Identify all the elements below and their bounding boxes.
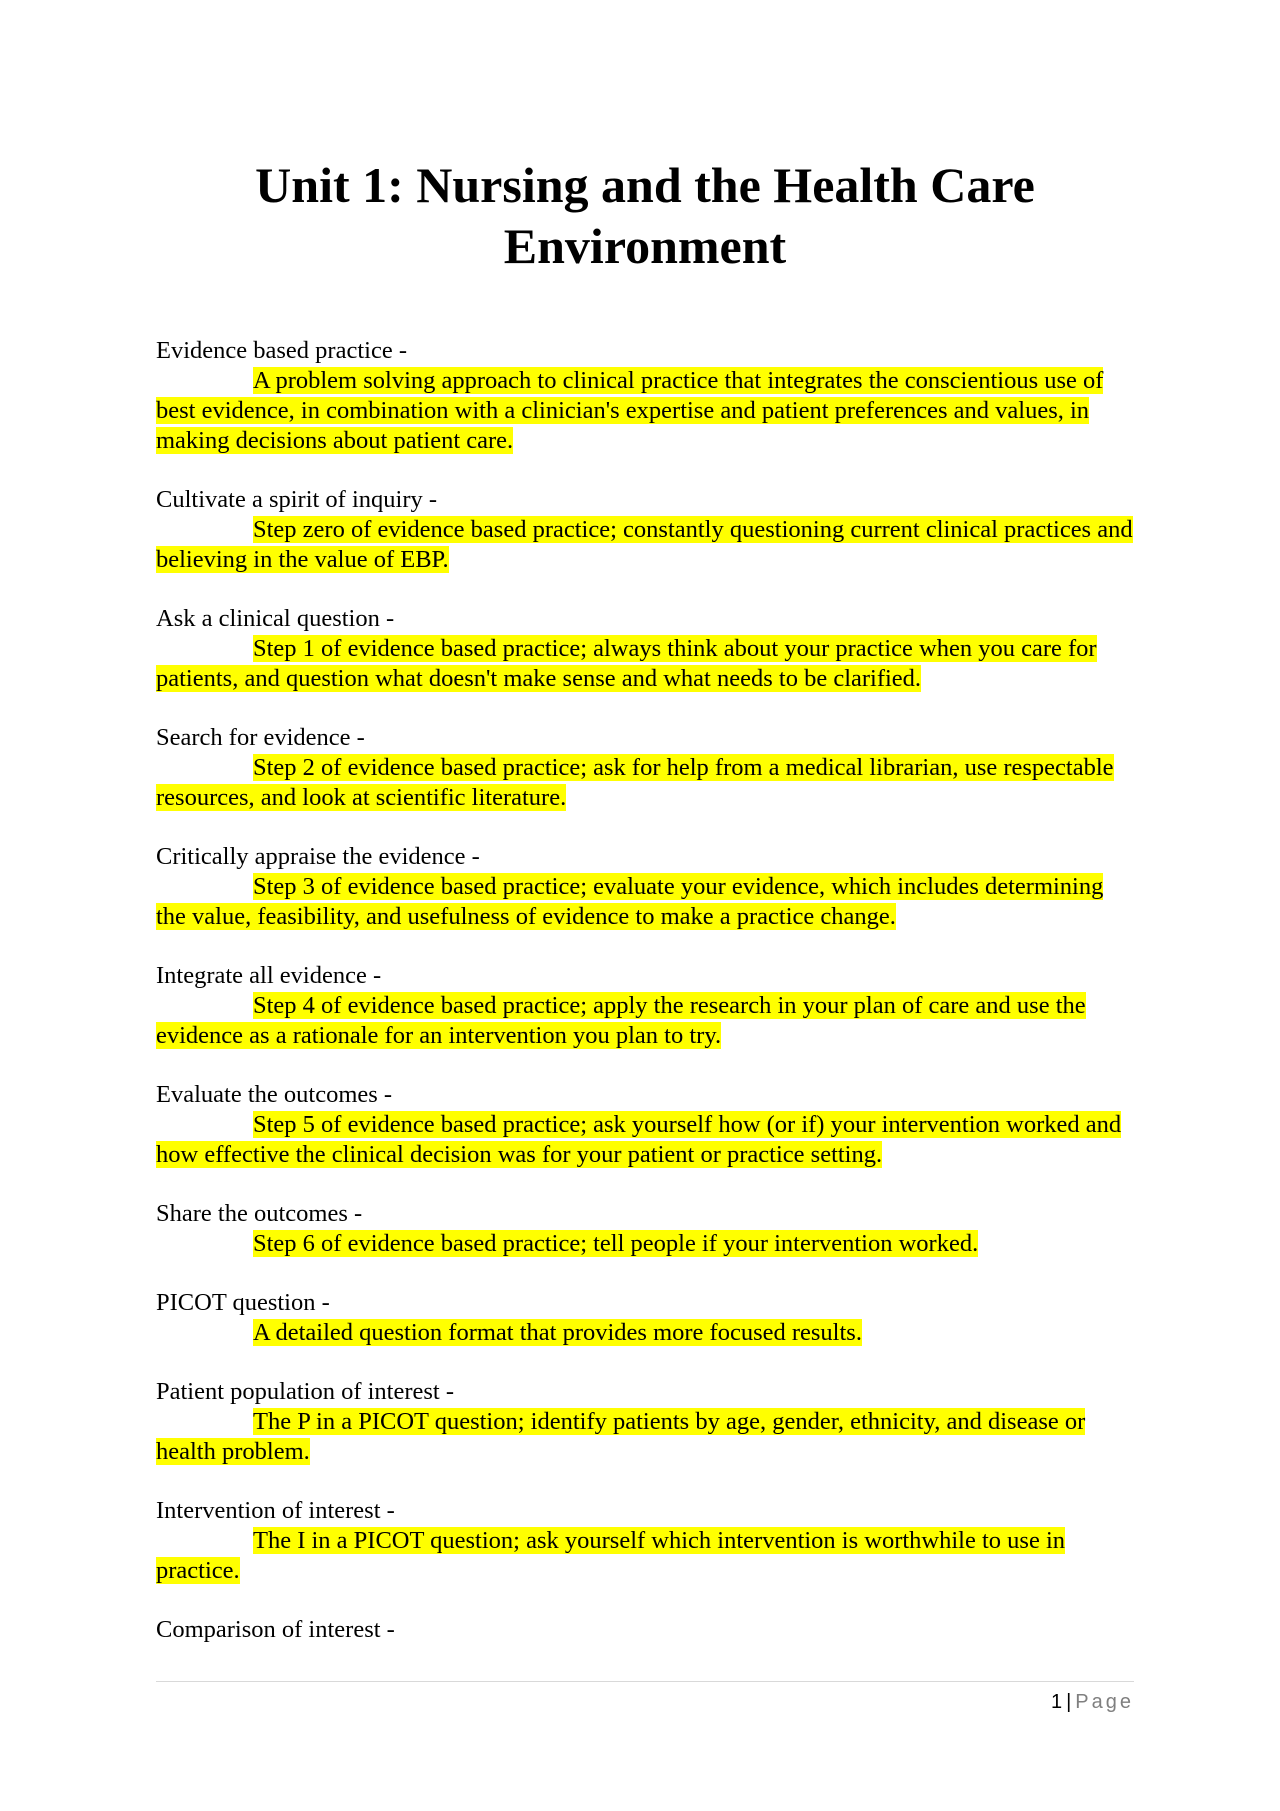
glossary-entry bbox=[156, 1288, 1134, 1348]
entry-term: Integrate all evidence - bbox=[156, 962, 382, 989]
entry-term: Ask a clinical question - bbox=[156, 605, 395, 632]
highlighted-text: Step 5 of evidence based practice; ask yourself how (or if) your intervention worked and how effective the clinical decision was for your patient or practice setting. bbox=[156, 1111, 1122, 1168]
glossary-entry bbox=[156, 723, 1134, 813]
page-label: Page bbox=[1075, 1691, 1134, 1713]
entry-term: Share the outcomes - bbox=[156, 1200, 363, 1227]
highlighted-text: A detailed question format that provides more focused results. bbox=[253, 1319, 862, 1346]
highlighted-text: The I in a PICOT question; ask yourself which intervention is worthwhile to use in practice. bbox=[156, 1527, 1066, 1584]
entry-term: PICOT question - bbox=[156, 1289, 330, 1316]
glossary-entry bbox=[156, 604, 1134, 694]
entry-definition bbox=[156, 1318, 1134, 1348]
entry-term: Comparison of interest - bbox=[156, 1616, 395, 1643]
page-number: 1 bbox=[1050, 1691, 1063, 1713]
highlighted-text: Step 3 of evidence based practice; evaluate your evidence, which includes determining the value, feasibility, and usefulness of evidence to make a practice change. bbox=[156, 873, 1104, 930]
highlighted-text: A problem solving approach to clinical practice that integrates the conscientious use of best evidence, in combination with a clinician's expertise and patient preferences and values, in making decisions about patient care. bbox=[156, 367, 1104, 454]
highlighted-text: Step 4 of evidence based practice; apply the research in your plan of care and use the evidence as a rationale for an intervention you plan to try. bbox=[156, 992, 1086, 1049]
footer-divider bbox=[156, 1681, 1134, 1682]
glossary-entry bbox=[156, 1080, 1134, 1170]
page-footer bbox=[1051, 1689, 1134, 1715]
entry-definition bbox=[156, 1110, 1134, 1170]
highlighted-text: Step 1 of evidence based practice; always think about your practice when you care for patients, and question what doesn't make sense and what needs to be clarified. bbox=[156, 635, 1097, 692]
glossary-entry bbox=[156, 1199, 1134, 1259]
entry-definition bbox=[156, 634, 1134, 694]
entry-term: Search for evidence - bbox=[156, 724, 365, 751]
entry-term: Cultivate a spirit of inquiry - bbox=[156, 486, 438, 513]
glossary-entry bbox=[156, 336, 1134, 456]
highlighted-text: Step 2 of evidence based practice; ask for help from a medical librarian, use respectable resources, and look at scientific literature. bbox=[156, 754, 1114, 811]
entry-definition bbox=[156, 1229, 1134, 1259]
entry-definition bbox=[156, 991, 1134, 1051]
entry-definition bbox=[156, 1526, 1134, 1586]
entry-definition bbox=[156, 366, 1134, 456]
highlighted-text: Step zero of evidence based practice; constantly questioning current clinical practices and believing in the value of EBP. bbox=[156, 516, 1133, 573]
glossary-entry bbox=[156, 1496, 1134, 1586]
entry-definition bbox=[156, 872, 1134, 932]
footer-separator: | bbox=[1066, 1691, 1072, 1713]
glossary-entry bbox=[156, 961, 1134, 1051]
glossary-entry bbox=[156, 485, 1134, 575]
entry-definition bbox=[156, 753, 1134, 813]
page-title: Unit 1: Nursing and the Health Care Environment bbox=[255, 157, 1035, 274]
entry-term: Evaluate the outcomes - bbox=[156, 1081, 393, 1108]
highlighted-text: Step 6 of evidence based practice; tell people if your intervention worked. bbox=[253, 1230, 979, 1257]
entry-term: Evidence based practice - bbox=[156, 337, 407, 364]
entry-term: Critically appraise the evidence - bbox=[156, 843, 480, 870]
entry-definition bbox=[156, 1407, 1134, 1467]
entry-term: Patient population of interest - bbox=[156, 1378, 455, 1405]
glossary-entry bbox=[156, 842, 1134, 932]
entry-term: Intervention of interest - bbox=[156, 1497, 395, 1524]
glossary-list bbox=[156, 336, 1134, 1674]
glossary-entry bbox=[156, 1377, 1134, 1467]
highlighted-text: The P in a PICOT question; identify patients by age, gender, ethnicity, and disease or health problem. bbox=[156, 1408, 1086, 1465]
entry-definition bbox=[156, 515, 1134, 575]
glossary-entry bbox=[156, 1615, 1134, 1645]
